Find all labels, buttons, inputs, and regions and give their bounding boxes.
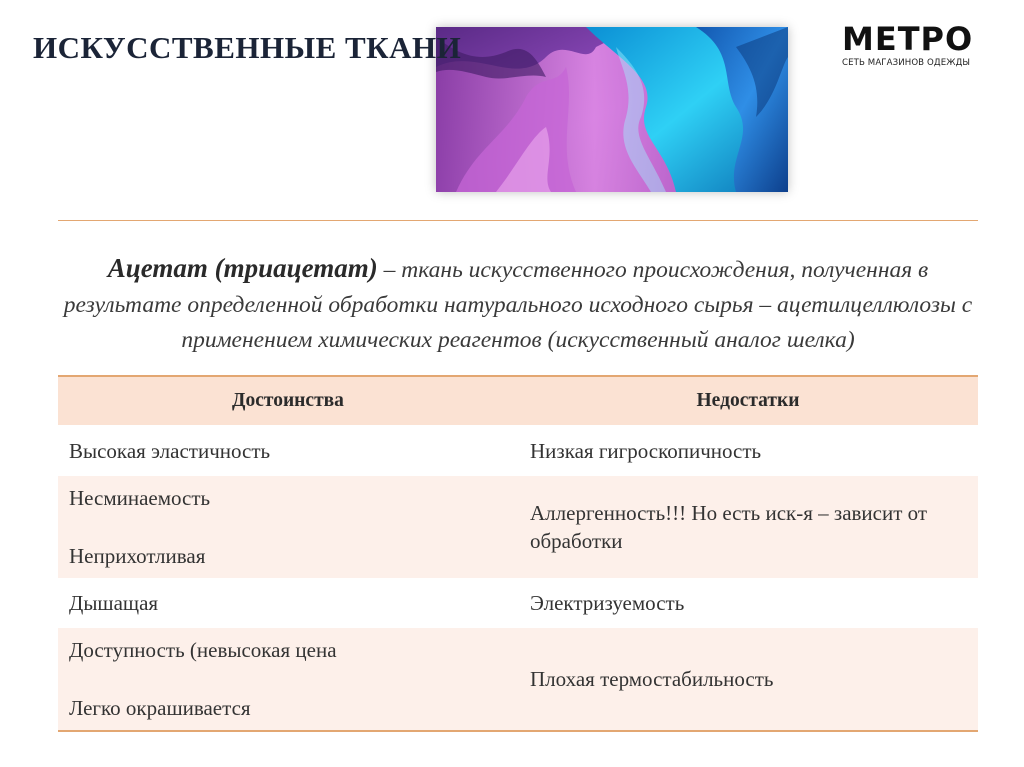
- brand-logo: [842, 22, 982, 68]
- definition-text: [58, 251, 978, 358]
- advantage-cell: [58, 628, 518, 731]
- fabric-image: [436, 27, 788, 192]
- advantage-item: Доступность (невысокая цена: [69, 638, 337, 662]
- logo-tagline: СЕТЬ МАГАЗИНОВ ОДЕЖДЫ: [842, 58, 971, 68]
- divider: [58, 220, 978, 221]
- advantage-item: Легко окрашивается: [69, 696, 251, 720]
- table-row: [58, 426, 978, 477]
- advantage-cell: Высокая эластичность: [58, 426, 518, 477]
- disadvantage-cell: Низкая гигроскопичность: [518, 426, 978, 477]
- disadvantage-cell: Аллергенность!!! Но есть иск-я – зависит от обработки: [518, 476, 978, 578]
- properties-table: [58, 375, 978, 732]
- advantage-cell: [58, 476, 518, 578]
- definition-term: Ацетат (триацетат): [107, 252, 378, 283]
- slide-title: ИСКУССТВЕННЫЕ ТКАНИ: [33, 30, 462, 65]
- table-row: [58, 628, 978, 731]
- logo-wordmark: МЕТРО: [842, 20, 974, 58]
- header-disadvantages: Недостатки: [518, 376, 978, 426]
- disadvantage-cell: Электризуемость: [518, 578, 978, 628]
- definition-body: – ткань искусственного происхождения, полученная в результате определенной обработки натурального исходного сырья – ацетилцеллюлозы с применением химических реагентов (искусственный аналог шелка): [63, 256, 973, 353]
- advantage-item: Неприхотливая: [69, 544, 206, 568]
- advantage-cell: Дышащая: [58, 578, 518, 628]
- disadvantage-cell: Плохая термостабильность: [518, 628, 978, 731]
- table-row: [58, 578, 978, 628]
- fabric-photo: [436, 27, 788, 192]
- table-row: [58, 476, 978, 578]
- header-advantages: Достоинства: [58, 376, 518, 426]
- advantage-item: Несминаемость: [69, 486, 211, 510]
- table-header-row: [58, 376, 978, 426]
